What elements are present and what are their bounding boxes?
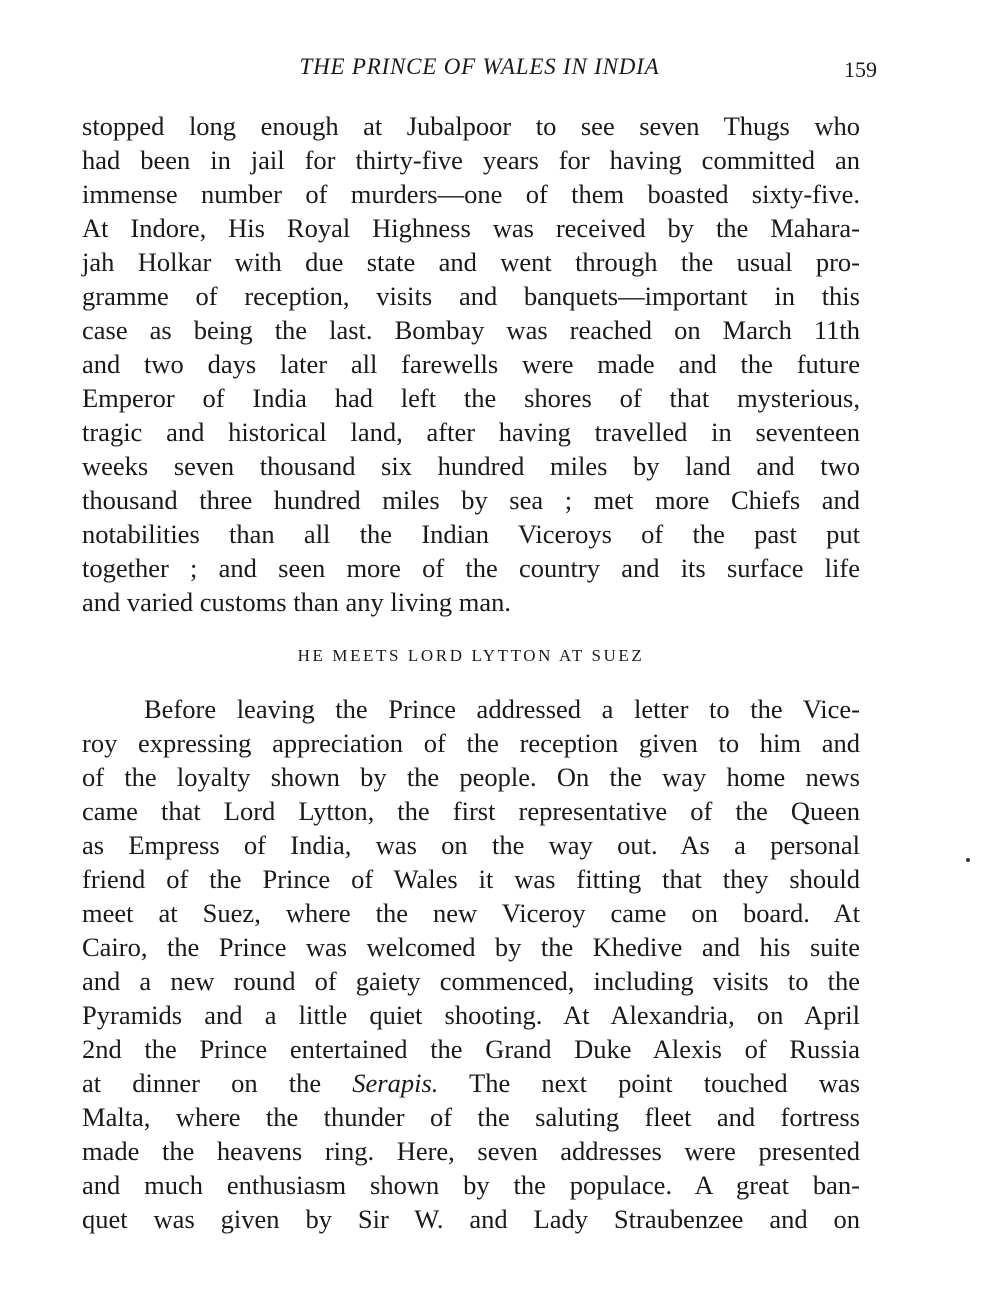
text-line: friend of the Prince of Wales it was fitting that they should bbox=[82, 864, 860, 894]
text-line bbox=[82, 1066, 860, 1100]
text-line: and a new round of gaiety commenced, including visits to the bbox=[82, 966, 860, 996]
text-segment: The next point touched was bbox=[438, 1068, 861, 1098]
ink-speck bbox=[966, 858, 970, 862]
text-line: made the heavens ring. Here, seven addresses were presented bbox=[82, 1136, 860, 1166]
text-line: tragic and historical land, after having travelled in seventeen bbox=[82, 417, 860, 447]
text-line: gramme of reception, visits and banquets—important in this bbox=[82, 281, 860, 311]
paragraph-1 bbox=[82, 109, 860, 619]
text-line: Emperor of India had left the shores of that mysterious, bbox=[82, 383, 860, 413]
text-line: had been in jail for thirty-five years for having committed an bbox=[82, 145, 860, 175]
text-line: and varied customs than any living man. bbox=[82, 587, 512, 617]
text-line: and two days later all farewells were made and the future bbox=[82, 349, 860, 379]
text-line: notabilities than all the Indian Viceroys of the past put bbox=[82, 519, 860, 549]
text-line: Malta, where the thunder of the saluting fleet and fortress bbox=[82, 1102, 860, 1132]
text-segment: at dinner on the bbox=[82, 1068, 353, 1098]
page-number: 159 bbox=[844, 57, 877, 82]
running-head bbox=[82, 54, 877, 88]
text-line: Pyramids and a little quiet shooting. At Alexandria, on April bbox=[82, 1000, 860, 1030]
text-line: jah Holkar with due state and went through the usual pro- bbox=[82, 247, 860, 277]
text-line: Cairo, the Prince was welcomed by the Khedive and his suite bbox=[82, 932, 860, 962]
text-line: stopped long enough at Jubalpoor to see seven Thugs who bbox=[82, 111, 860, 141]
text-line: Before leaving the Prince addressed a letter to the Vice- bbox=[144, 694, 860, 724]
text-line: came that Lord Lytton, the first representative of the Queen bbox=[82, 796, 860, 826]
text-line: weeks seven thousand six hundred miles by land and two bbox=[82, 451, 860, 481]
text-line: together ; and seen more of the country and its surface life bbox=[82, 553, 860, 583]
section-heading: HE MEETS LORD LYTTON AT SUEZ bbox=[297, 646, 645, 665]
text-line: quet was given by Sir W. and Lady Straubenzee and on bbox=[82, 1204, 860, 1234]
text-line: immense number of murders—one of them boasted sixty-five. bbox=[82, 179, 860, 209]
text-line: roy expressing appreciation of the reception given to him and bbox=[82, 728, 860, 758]
text-line: At Indore, His Royal Highness was received by the Mahara- bbox=[82, 213, 860, 243]
text-line: thousand three hundred miles by sea ; met more Chiefs and bbox=[82, 485, 860, 515]
paragraph-2 bbox=[82, 692, 860, 1236]
text-line: 2nd the Prince entertained the Grand Duke Alexis of Russia bbox=[82, 1034, 860, 1064]
text-line: case as being the last. Bombay was reached on March 11th bbox=[82, 315, 860, 345]
ship-name-italic: Serapis. bbox=[352, 1068, 439, 1098]
text-line: of the loyalty shown by the people. On the way home news bbox=[82, 762, 860, 792]
text-line: and much enthusiasm shown by the populace. A great ban- bbox=[82, 1170, 860, 1200]
text-line: meet at Suez, where the new Viceroy came on board. At bbox=[82, 898, 860, 928]
running-title: THE PRINCE OF WALES IN INDIA bbox=[299, 54, 660, 79]
text-line: as Empress of India, was on the way out. As a personal bbox=[82, 830, 860, 860]
